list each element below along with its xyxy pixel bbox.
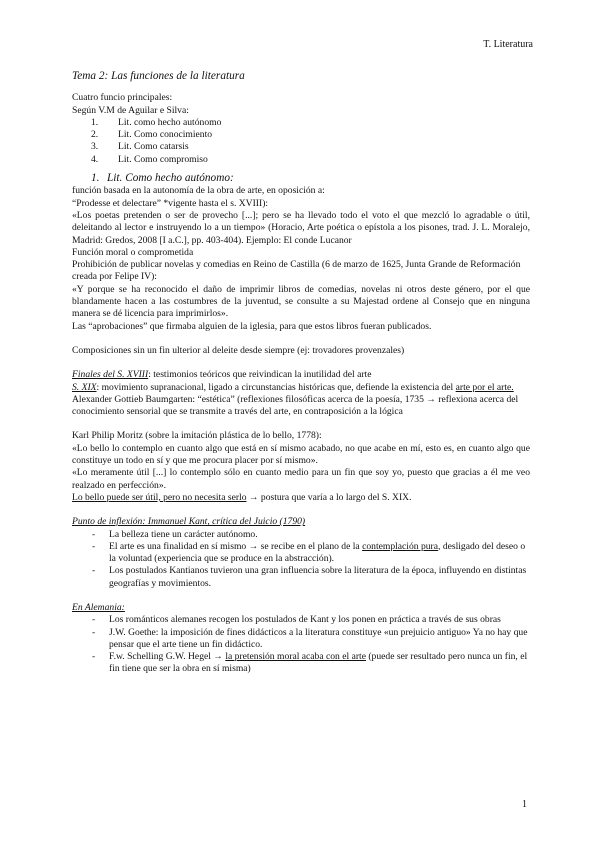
paragraph: Composiciones sin un fin ulterior al deleite desde siempre (ej: trovadores provenzales): [72, 344, 405, 356]
quote-paragraph: «Los poetas pretenden o ser de provecho [...]; pero se ha llevado todo el voto el que mezcló lo agradable o útil, deleitando al lector e instruyendo lo a un tiempo» (Horacio, Arte poética o epístola a los pisones, trad. J. L. Moralejo, Madrid: Gredos, 2008 [I a.C.], pp. 403-404). Ejemplo: El conde Lucanor: [72, 209, 530, 246]
list-item: - La belleza tiene un carácter autónomo.: [72, 529, 530, 541]
page-number: 1: [522, 799, 527, 810]
paragraph: Prohibición de publicar novelas y comedias en Reino de Castilla (6 de marzo de 1625, Junta Grande de Reformación creada por Felipe IV):: [72, 259, 521, 283]
quote-paragraph: «Lo bello lo contemplo en cuanto algo que está en sí mismo acabado, no que acabe en mí, esto es, en cuanto algo que constituye un todo en sí y que me procura placer por sí mismo».: [72, 442, 530, 467]
list-item: - Los románticos alemanes recogen los postulados de Kant y los ponen en práctica a través de sus obras: [72, 614, 530, 626]
kant-list: [72, 529, 530, 590]
paragraph: Karl Philip Moritz (sobre la imitación plástica de lo bello, 1778):: [72, 430, 322, 442]
subsection-heading: En Alemania:: [72, 601, 125, 613]
paragraph: Función moral o comprometida: [72, 246, 194, 258]
subsection-heading: Punto de inflexión: Immanuel Kant, crítica del Juicio (1790): [72, 516, 306, 528]
paragraph: S. XIX: movimiento supranacional, ligado a circunstancias históricas que, defiende la existencia del arte por el arte.: [72, 381, 514, 393]
page-title: Tema 2: Las funciones de la literatura: [72, 70, 245, 82]
quote-paragraph: «Lo meramente útil [...] lo contemplo sólo en cuanto medio para un fin que soy yo, puesto que gracias a él me veo realzado en perfección».: [72, 467, 530, 491]
paragraph: Alexander Gottieb Baumgarten: “estética” (reflexiones filosóficas acerca de la poesía, 1735 → reflexiona acerca del conocimiento sensorial que se transmite a través del arte, en contraposición a la lógica: [72, 393, 519, 418]
list-item: 3. Lit. Como catarsis: [91, 141, 189, 153]
document-body: [72, 70, 530, 676]
list-item: 4. Lit. Como compromiso: [91, 153, 208, 165]
list-item: 2. Lit. Como conocimiento: [91, 129, 213, 141]
paragraph: “Prodesse et delectare” *vigente hasta el s. XVIII):: [72, 197, 269, 209]
paragraph: Lo bello puede ser útil, pero no necesita serlo → postura que varía a lo largo del S. XIX.: [72, 491, 412, 503]
functions-list: [72, 117, 530, 166]
list-item: - F.w. Schelling G.W. Hegel → la pretensión moral acaba con el arte (puede ser resultado pero nunca un fin, el fin tiene que ser la obra en sí misma): [72, 651, 530, 676]
paragraph: Finales del S. XVIII: testimonios teóricos que reivindican la inutilidad del arte: [72, 369, 372, 381]
intro-line: Según V.M de Aguilar e Silva:: [72, 104, 189, 116]
list-item: - J.W. Goethe: la imposición de fines didácticos a la literatura constituye «un prejuicio antiguo» Ya no hay que pensar que el arte tiene un fin didáctico.: [72, 627, 530, 652]
alemania-list: [72, 614, 530, 675]
section-heading: 1. Lit. Como hecho autónomo:: [91, 172, 234, 185]
paragraph: Las “aprobaciones” que firmaba alguien de la iglesia, para que estos libros fueran publicados.: [72, 320, 432, 332]
paragraph: función basada en la autonomía de la obra de arte, en oposición a:: [72, 185, 325, 197]
list-item: - Los postulados Kantianos tuvieron una gran influencia sobre la literatura de la época, influyendo en distintas geografías y movimientos.: [72, 565, 530, 590]
quote-paragraph: «Y porque se ha reconocido el daño de imprimir libros de comedias, novelas ni otros deste género, por el que blandamente hacen a las costumbres de la juventud, se consulte a su Majestad ordene al Consejo que en ninguna manera se dé licencia para imprimirlos».: [72, 283, 530, 320]
list-item: 1. Lit. como hecho autónomo: [91, 116, 222, 128]
running-header: T. Literatura: [483, 39, 533, 50]
intro-line: Cuatro funcio principales:: [72, 92, 173, 104]
list-item: - El arte es una finalidad en sí mismo → se recibe en el plano de la contemplación pura, desligado del deseo o la voluntad (experiencia que se produce en la abstracción).: [72, 541, 530, 566]
